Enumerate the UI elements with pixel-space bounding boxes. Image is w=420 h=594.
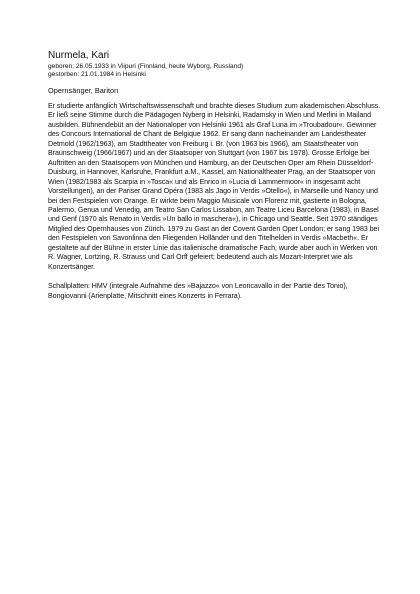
birth-info: geboren: 26.05.1933 in Viipuri (Finnland, heute Wyborg, Russland) — [48, 63, 244, 70]
document-page — [48, 50, 384, 301]
voice-type: Opernsänger, Bariton — [48, 86, 119, 95]
biography-paragraph: Er studierte anfänglich Wirtschaftswissenschaft und brachte dieses Studium zum akademischen Abschluss. Er ließ seine Stimme durch die Pädagogen Nyberg in Helsinki, Radamsky in Wien und Merlini in Mailand ausbilden. Bühnendebüt an der Nationaloper von Helsinki 1961 als Graf Luna im »Troubadour«. Gewinner des Concours International de Chant de Belgique 1962. Er sang dann nacheinander am Landestheater Detmold (1962/1963), am Stadttheater von Freiburg i. Br. (von 1963 bis 1966), am Staatstheater von Braunschweig (1966/1967) und an der Staatsoper von Stuttgart (von 1967 bis 1978). Grosse Erfolge bei Auftritten an den Staatsopern von München und Hamburg, an der Deutschen Oper am Rhein Düsseldorf-Duisburg, in Hannover, Karlsruhe, Frankfurt a.M., Kassel, am Nationaltheater Prag, an der Staatsoper von Wien (1982/1983 als Scarpia in »Tosca« und als Enrico in »Lucia di Lammermoor« in insgesamt acht Vorstellungen), an der Pariser Grand Opéra (1983 als Jago in Verdis »Otello«), in Marseille und Nancy und bei den Festspielen von Orange. Er wirkte beim Maggio Musicale von Florenz mit, gastierte in Bologna, Palermo, Genua und Venedig, am Teatro San Carlos Lissabon, am Teatre Liceu Barcelona (1983), in Basel und Genf (1970 als Renato in Verdis »Un ballo in maschera«), in Chicago und Seattle. Seit 1970 ständiges Mitglied des Opernhauses von Zürich. 1979 zu Gast an der Covent Garden Oper London; er sang 1983 bei den Festspielen von Savonlinna den Fliegenden Holländer und den Titelhelden in Verdis »Macbeth«. Er gestaltete auf der Bühne in erster Linie das italienische dramatische Fach, wurde aber auch in Werken von R. Wagner, Lortzing, R. Strauss und Carl Orff gefeiert; bedeutend auch als Mozart-Interpret wie als Konzertsänger. — [48, 102, 381, 271]
person-name: Nurmela, Kari — [48, 50, 110, 61]
death-info: gestorben: 21.01.1984 in Helsinki — [48, 71, 146, 78]
recordings-paragraph: Schallplatten: HMV (integrale Aufnahme des »Bajazzo« von Leoncavallo in der Partie des Tonio), Bongiovanni (Arienplatte, Mitschnitt eines Konzerts in Ferrara). — [48, 282, 348, 300]
